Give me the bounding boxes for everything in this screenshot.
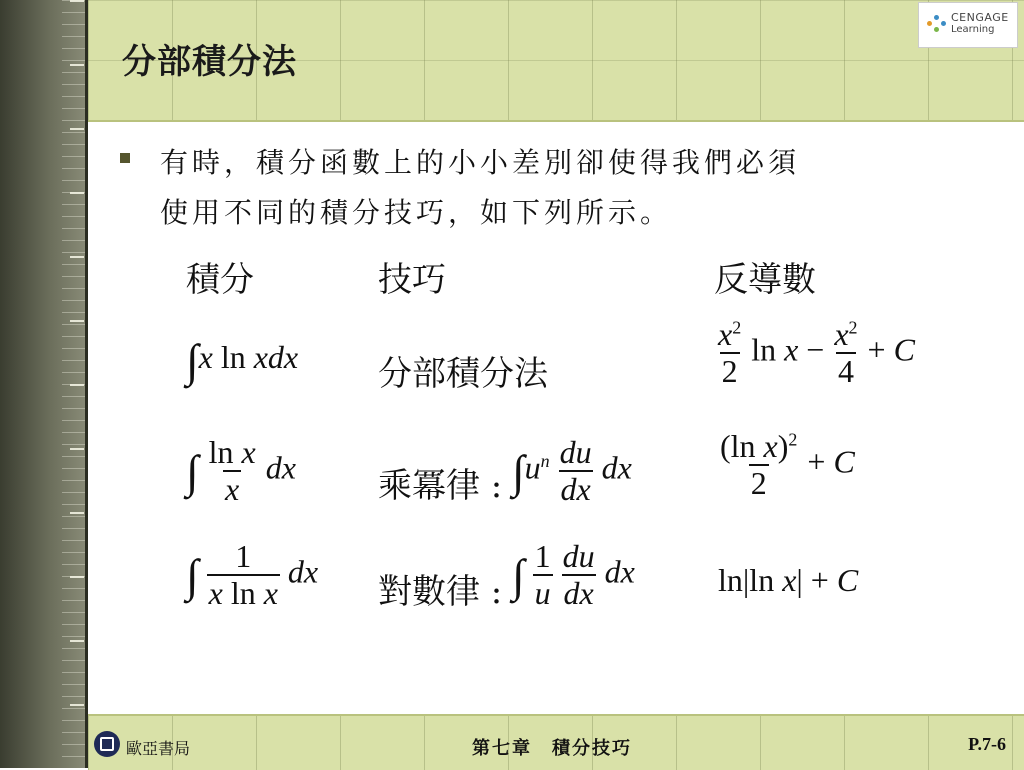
side-ruler bbox=[0, 0, 88, 768]
bullet-line-2: 使用不同的積分技巧，如下列所示。 bbox=[160, 196, 673, 229]
row2-technique-label: 乘冪律 : bbox=[378, 466, 503, 506]
row2-integral: ∫ $\frac{\text{ln x}}{x}$ dx bbox=[186, 434, 296, 507]
publisher-name: 歐亞書局 bbox=[126, 739, 191, 758]
row1-integral: ∫x ln xdx bbox=[186, 335, 299, 386]
row3-technique-label: 對數律 : bbox=[378, 572, 503, 612]
col-header-antiderivative: 反導數 bbox=[714, 260, 816, 300]
page-title: 分部積分法 bbox=[122, 42, 297, 82]
row3-technique-formula: ∫ $\frac{1}{u}$ $\frac{du}{dx}$ dx bbox=[512, 538, 635, 611]
row2-technique-formula: $\int u^n$ $\frac{du}{dx}$ dx bbox=[512, 434, 632, 507]
row1-antiderivative: $\frac{x^2}{2}$ ln x − $\frac{x^2}{4}$ + C bbox=[718, 316, 915, 389]
page-number: P.7-6 bbox=[968, 734, 1006, 754]
cengage-logo bbox=[918, 2, 1018, 48]
logo-dots-icon bbox=[927, 13, 947, 35]
ruler-major-ticks bbox=[70, 0, 84, 768]
row2-antiderivative: $\frac{(\ln x)^2}{2}$ + C bbox=[720, 428, 855, 501]
publisher-logo-icon bbox=[94, 731, 120, 757]
bullet-line-1: 有時，積分函數上的小小差別卻使得我們必須 bbox=[160, 146, 801, 179]
bullet-text bbox=[160, 138, 960, 238]
logo-sub: Learning bbox=[951, 24, 995, 35]
row3-integral: ∫ $\frac{1}{\text{x ln x}}$ dx bbox=[186, 538, 319, 611]
row1-technique: 分部積分法 bbox=[378, 354, 548, 394]
logo-brand: CENGAGE bbox=[951, 11, 1009, 24]
bullet-square-icon bbox=[120, 153, 130, 163]
col-header-integral: 積分 bbox=[186, 260, 254, 300]
chapter-label: 第七章 積分技巧 bbox=[472, 738, 632, 759]
col-header-technique: 技巧 bbox=[378, 260, 446, 300]
row3-antiderivative: ln|ln x| + C bbox=[718, 562, 859, 598]
